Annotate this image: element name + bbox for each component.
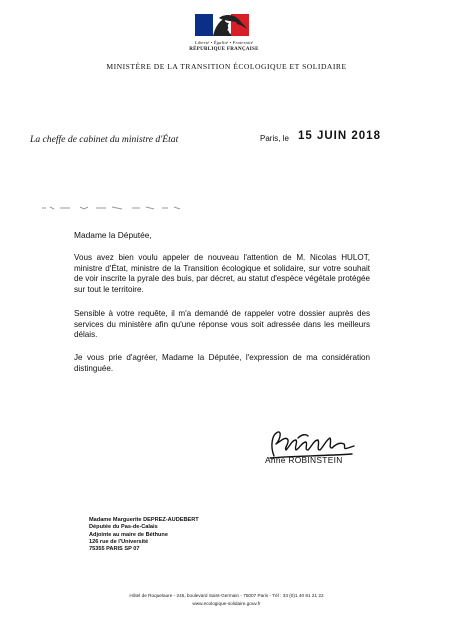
salutation: Madame la Députée, (74, 230, 152, 240)
recipient-line: Adjointe au maire de Béthune (89, 531, 168, 538)
recipient-line: 126 rue de l'Université (89, 538, 149, 545)
motto: Liberté • Égalité • Fraternité (194, 40, 254, 45)
ministry-name: MINISTÈRE DE LA TRANSITION ÉCOLOGIQUE ET SOLIDAIRE (106, 62, 347, 71)
date-stamp: 15 JUIN 2018 (298, 130, 381, 142)
signer-name: Anne ROBINSTEIN (265, 455, 343, 465)
recipient-address (89, 517, 199, 553)
paragraph-3: Je vous prie d'agréer, Madame la Députée, l'expression de ma considération distinguée. (74, 353, 370, 373)
recipient-line: 75355 PARIS SP 07 (89, 546, 140, 553)
footer-website: www.ecologique-solidaire.gouv.fr (192, 601, 261, 606)
paragraph-1: Vous avez bien voulu appeler de nouveau l'attention de M. Nicolas HULOT, ministre d'État, ministre de la Transition écologique et solidaire, sur votre souhait de voir inscrite la pyrale des buis, par décret, au statut d'espèce végétale protégée sur tout le territoire. (74, 253, 370, 294)
sender-title: La cheffe de cabinet du ministre d'État (30, 134, 179, 145)
reference-marks (40, 203, 185, 213)
recipient-line: Députée du Pas-de-Calais (89, 524, 158, 531)
place-label: Paris, le (260, 134, 289, 143)
marianne-logo (184, 12, 264, 60)
recipient-line: Madame Marguerite DEPREZ-AUDEBERT (89, 517, 199, 523)
paragraph-2: Sensible à votre requête, il m'a demandé de rappeler votre dossier auprès des services du ministère afin qu'une réponse vous soit adressée dans les meilleurs délais. (74, 309, 370, 340)
footer-address: Hôtel de Roquelaure - 246, boulevard Saint-Germain - 75007 Paris - Tél : 33 (0)1 40 81 21 22 (129, 593, 324, 598)
republic-label: RÉPUBLIQUE FRANÇAISE (189, 47, 259, 52)
